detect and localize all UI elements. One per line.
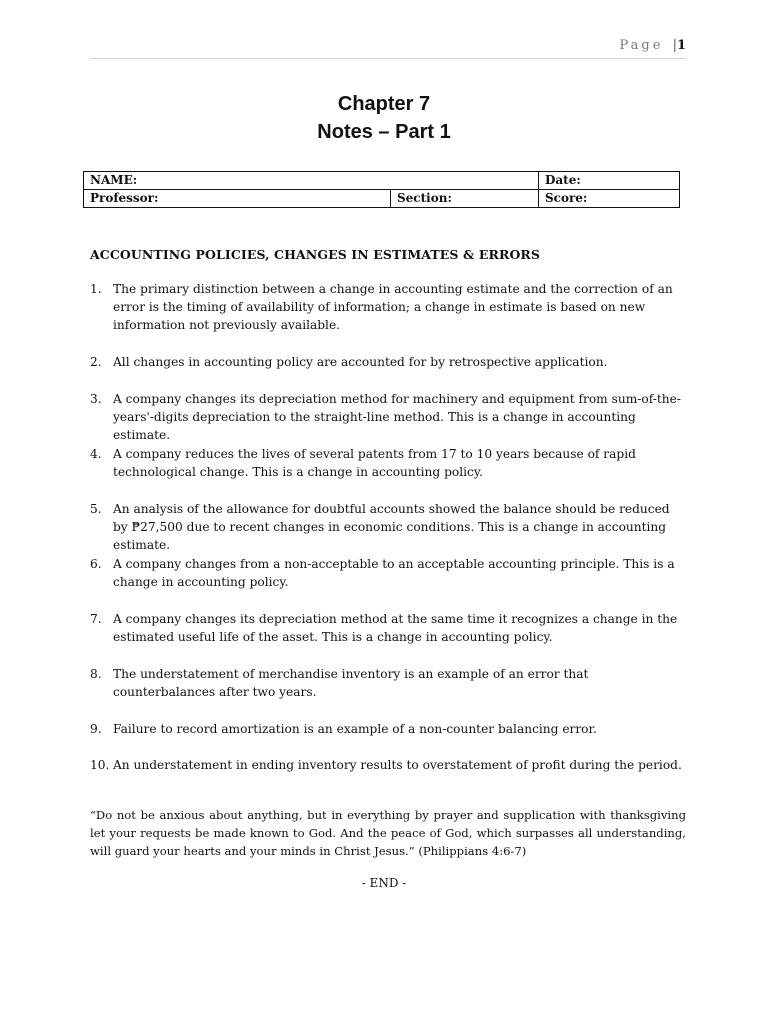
item-text: A company changes its depreciation method for machinery and equipment from sum-of-the-years'-digits depreciation to the straight-line method. This is a change in accounting estimate. [113, 392, 681, 443]
date-field: Date: [539, 172, 680, 190]
page-separator: | [672, 38, 677, 53]
list-item [90, 610, 686, 646]
list-item [90, 390, 686, 445]
score-field: Score: [539, 190, 680, 208]
item-text: Failure to record amortization is an example of a non-counter balancing error. [113, 722, 597, 736]
list-item [90, 665, 686, 701]
bible-quote [90, 806, 686, 861]
item-text: An understatement in ending inventory results to overstatement of profit during the period. [113, 758, 682, 772]
quote-text: “Do not be anxious about anything, but in everything by prayer and supplication with thanksgiving let your requests be made known to God. And the peace of God, which surpasses all understanding, will guard your hearts and your minds in Christ Jesus.” [90, 808, 686, 859]
item-text: An analysis of the allowance for doubtful accounts showed the balance should be reduced by ₱27,500 due to recent changes in economic conditions. This is a change in accounting estimate. [113, 502, 670, 553]
section-field: Section: [391, 190, 539, 208]
notes-subtitle: Notes – Part 1 [317, 121, 451, 143]
list-item [90, 756, 686, 774]
item-number: 2. [90, 355, 102, 369]
item-text: A company changes its depreciation method at the same time it recognizes a change in the estimated useful life of the asset. This is a change in accounting policy. [113, 612, 678, 645]
item-text: The primary distinction between a change in accounting estimate and the correction of an error is the timing of availability of information; a change in estimate is based on new information not previously available. [113, 282, 673, 333]
student-info-table [83, 171, 680, 208]
item-number: 7. [90, 612, 102, 626]
item-text: The understatement of merchandise inventory is an example of an error that counterbalances after two years. [113, 667, 589, 700]
list-item [90, 720, 686, 738]
item-text: A company changes from a non-acceptable to an acceptable accounting principle. This is a change in accounting policy. [113, 557, 675, 590]
page-header [90, 38, 686, 59]
item-number: 4. [90, 447, 102, 461]
item-text: All changes in accounting policy are accounted for by retrospective application. [113, 355, 608, 369]
page-number-label [619, 38, 686, 53]
list-item [90, 500, 686, 555]
end-marker: - END - [361, 876, 407, 890]
list-item [90, 280, 686, 335]
name-field: NAME: [84, 172, 539, 190]
item-number: 8. [90, 667, 102, 681]
chapter-title: Chapter 7 [337, 93, 431, 115]
page-word: Page [619, 38, 664, 53]
page-number: 1 [676, 38, 686, 53]
list-item [90, 353, 686, 371]
item-text: A company reduces the lives of several patents from 17 to 10 years because of rapid technological change. This is a change in accounting policy. [113, 447, 636, 480]
item-number: 10. [90, 758, 110, 772]
item-number: 3. [90, 392, 102, 406]
item-number: 6. [90, 557, 102, 571]
quote-reference: (Philippians 4:6-7) [418, 844, 527, 859]
item-number: 9. [90, 722, 102, 736]
section-heading: ACCOUNTING POLICIES, CHANGES IN ESTIMATES & ERRORS [90, 247, 541, 262]
professor-field: Professor: [84, 190, 391, 208]
item-number: 5. [90, 502, 102, 516]
list-item [90, 555, 686, 591]
item-number: 1. [90, 282, 102, 296]
list-item [90, 445, 686, 481]
